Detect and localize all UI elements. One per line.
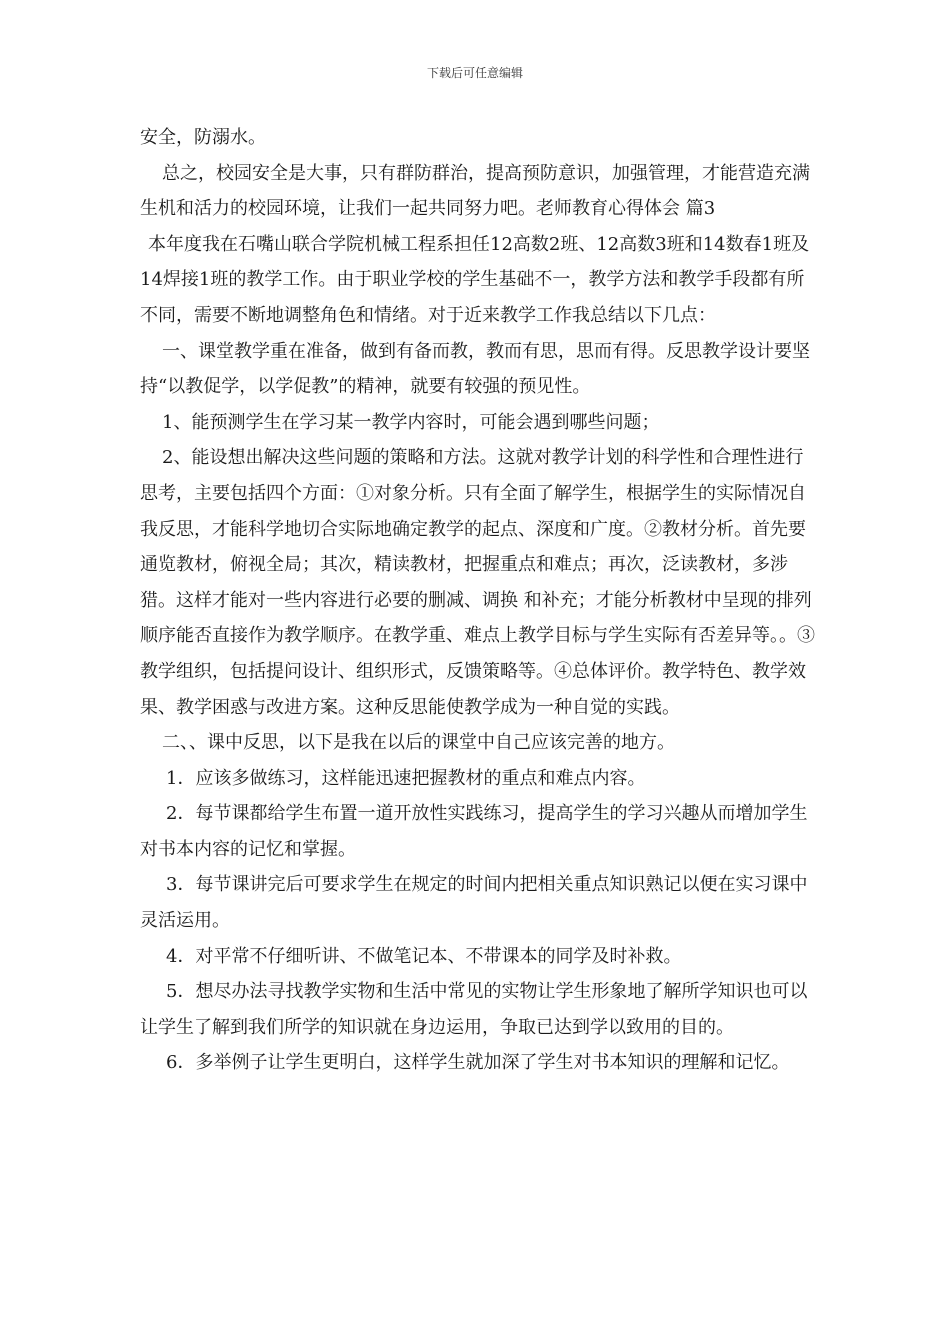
list-item: 6．多举例子让学生更明白，这样学生就加深了学生对书本知识的理解和记忆。: [166, 1052, 790, 1074]
paragraph: 安全，防溺水。: [140, 127, 266, 148]
paragraph: 二、、课中反思，以下是我在以后的课堂中自己应该完善的地方。: [162, 732, 675, 754]
list-item: 3．每节课讲完后可要求学生在规定的时间内把相关重点知识熟记以便在实习课中灵活运用。: [140, 874, 808, 932]
list-item: 4．对平常不仔细听讲、不做笔记本、不带课本的同学及时补救。: [166, 945, 682, 967]
paragraph: 2、能设想出解决这些问题的策略和方法。这就对教学计划的科学性和合理性进行思考，主要包括四个方面：①对象分析。只有全面了解学生，根据学生的实际情况自我反思，才能科学地切合实际地确定教学的起点、深度和广度。②教材分析。首先要通览教材，俯视全局；其次，精读教材，把握重点和难点；再次，泛读教材，多涉猎。这样才能对一些内容进行必要的删减、调换 和补充；才能分析教材中呈现的排列顺序能否直接作为教学顺序。在教学重、难点上教学目标与学生实际有否差异等。。③教学组织，包括提问设计、组织形式，反馈策略等。④总体评价。教学特色、教学效果、教学困惑与改进方案。这种反思能使教学成为一种自觉的实践。: [140, 447, 815, 718]
paragraph: 本年度我在石嘴山联合学院机械工程系担任12高数2班、12高数3班和14数春1班及14焊接1班的教学工作。由于职业学校的学生基础不一，教学方法和教学手段都有所不同，需要不断地调整角色和情绪。对于近来教学工作我总结以下几点：: [140, 233, 810, 326]
paragraph: 总之，校园安全是大事，只有群防群治，提高预防意识，加强管理，才能营造充满生机和活力的校园环境，让我们一起共同努力吧。老师教育心得体会 篇3: [140, 162, 810, 220]
list-item: 2．每节课都给学生布置一道开放性实践练习，提高学生的学习兴趣从而增加学生对书本内容的记忆和掌握。: [140, 803, 808, 860]
page-header: 下载后可任意编辑: [426, 66, 523, 80]
list-item: 1．应该多做练习，这样能迅速把握教材的重点和难点内容。: [166, 767, 646, 789]
list-item: 5．想尽办法寻找教学实物和生活中常见的实物让学生形象地了解所学知识也可以让学生了解到我们所学的知识就在身边运用，争取已达到学以致用的目的。: [140, 981, 808, 1038]
paragraph: 1、能预测学生在学习某一教学内容时，可能会遇到哪些问题；: [162, 411, 660, 433]
document-body: [140, 120, 820, 1081]
paragraph: 一、课堂教学重在准备，做到有备而教，教而有思，思而有得。反思教学设计要坚持“以教促学，以学促教”的精神，就要有较强的预见性。: [140, 340, 810, 398]
